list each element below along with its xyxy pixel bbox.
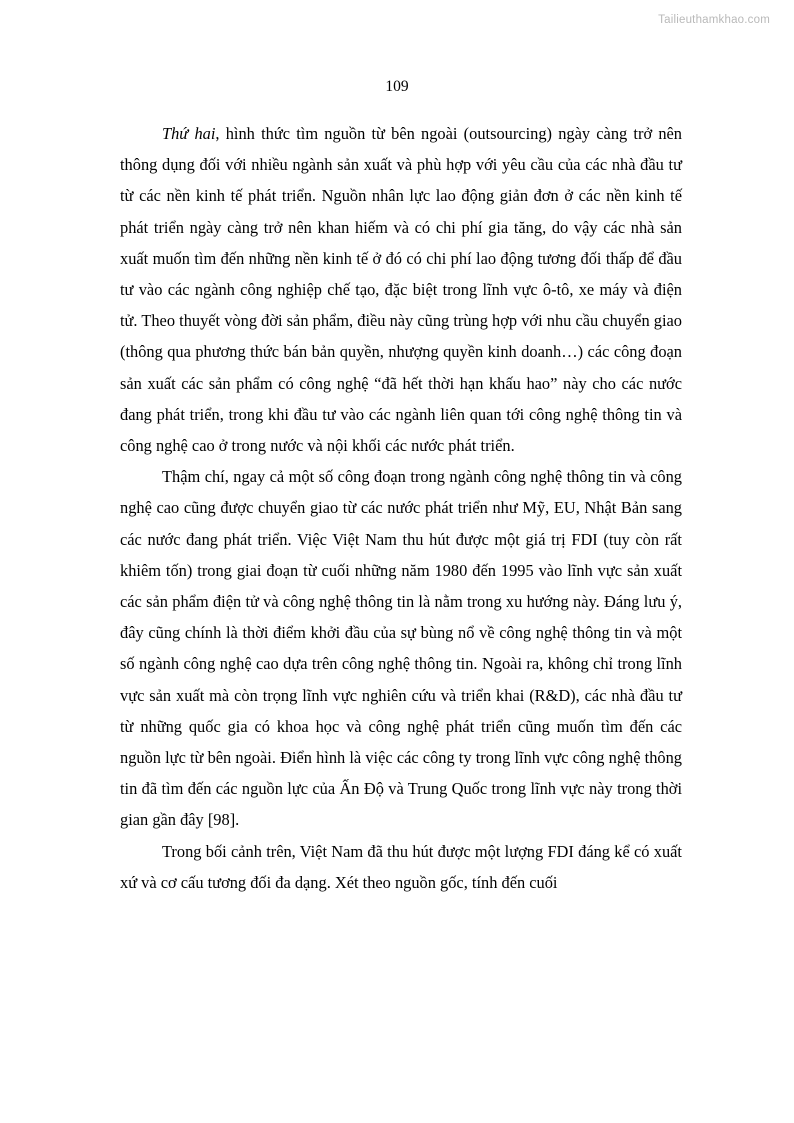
page-number: 109 — [385, 78, 409, 95]
paragraph-lead-italic: Thứ hai — [162, 124, 216, 143]
paragraph — [120, 118, 682, 461]
watermark-text: Tailieuthamkhao.com — [658, 14, 770, 26]
paragraph-text: , hình thức tìm nguồn từ bên ngoài (outsourcing) ngày càng trở nên thông dụng đối với nhiều ngành sản xuất và phù hợp với yêu cầu của các nhà đầu tư từ các nền kinh tế phát triển. Nguồn nhân lực lao động giản đơn ở các nền kinh tế phát triển ngày càng trở nên khan hiếm và có chi phí gia tăng, do vậy các nhà sản xuất muốn tìm đến những nền kinh tế ở đó có chi phí lao động tương đối thấp để đầu tư vào các ngành công nghiệp chế tạo, đặc biệt trong lĩnh vực ô-tô, xe máy và điện tử. Theo thuyết vòng đời sản phẩm, điều này cũng trùng hợp với nhu cầu chuyển giao (thông qua phương thức bán bản quyền, nhượng quyền kinh doanh…) các công đoạn sản xuất các sản phẩm có công nghệ “đã hết thời hạn khấu hao” này cho các nước đang phát triển, trong khi đầu tư vào các ngành liên quan tới công nghệ thông tin và công nghệ cao ở trong nước và nội khối các nước phát triển. — [120, 124, 683, 456]
paragraph — [120, 836, 682, 898]
paragraph — [120, 461, 682, 835]
paragraph-text: Trong bối cảnh trên, Việt Nam đã thu hút được một lượng FDI đáng kể có xuất xứ và cơ cấu tương đối đa dạng. Xét theo nguồn gốc, tính đến cuối — [120, 841, 682, 892]
paragraph-text: Thậm chí, ngay cả một số công đoạn trong ngành công nghệ thông tin và công nghệ cao cũng được chuyển giao từ các nước phát triển như Mỹ, EU, Nhật Bản sang các nước đang phát triển. Việc Việt Nam thu hút được một giá trị FDI (tuy còn rất khiêm tốn) trong giai đoạn từ cuối những năm 1980 đến 1995 vào lĩnh vực sản xuất các sản phẩm điện tử và công nghệ thông tin là nằm trong xu hướng này. Đáng lưu ý, đây cũng chính là thời điểm khởi đầu của sự bùng nổ về công nghệ thông tin và một số ngành công nghệ cao dựa trên công nghệ thông tin. Ngoài ra, không chỉ trong lĩnh vực sản xuất mà còn trọng lĩnh vực nghiên cứu và triển khai (R&D), các nhà đầu tư từ những quốc gia có khoa học và công nghệ phát triển cũng muốn tìm đến các nguồn lực từ bên ngoài. Điển hình là việc các công ty trong lĩnh vực công nghệ thông tin đã tìm đến các nguồn lực của Ấn Độ và Trung Quốc trong lĩnh vực này trong thời gian gần đây [98]. — [120, 467, 682, 830]
body-text — [120, 118, 682, 898]
